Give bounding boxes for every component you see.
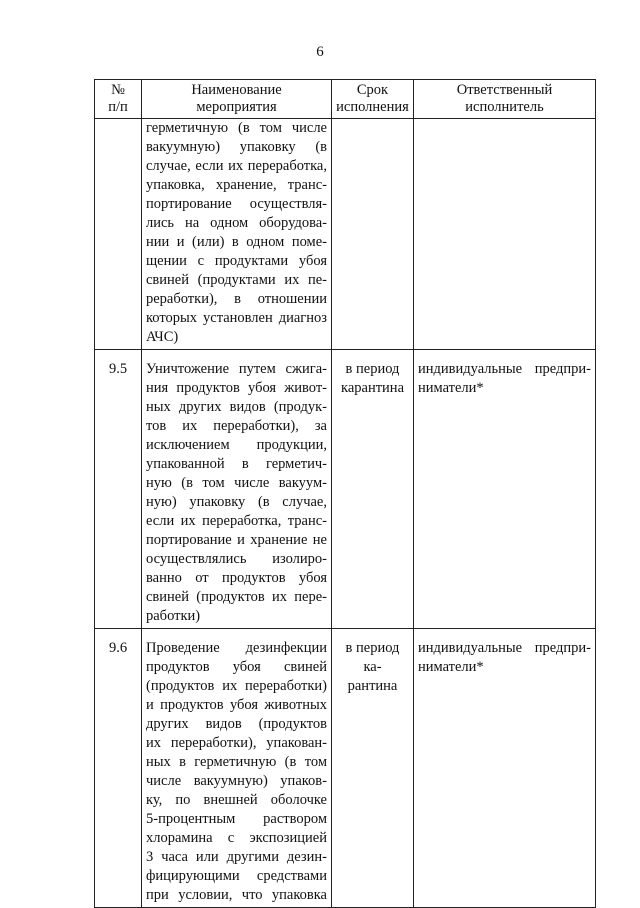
table-header-row	[95, 80, 596, 119]
row-measure-name: герметичную (в том числе вакуумную) упаковку (в случае, если их переработка, упаковка, хранение, транс- портирование осуществля- лись на одном оборудова- нии и (или) в одном поме- щении с продуктами убоя свиней (продуктами их пе- реработки), в отношении которых установлен диагноз АЧС)	[142, 119, 332, 350]
table-row	[95, 119, 596, 350]
header-number: № п/п	[95, 80, 142, 119]
row-responsible: индивидуальные предпри- ниматели*	[414, 350, 596, 629]
table-row	[95, 350, 596, 629]
table-row	[95, 629, 596, 908]
measures-table	[94, 79, 596, 908]
row-responsible: индивидуальные предпри- ниматели*	[414, 629, 596, 908]
row-number	[95, 119, 142, 350]
row-measure-name: Проведение дезинфекции продуктов убоя свиней (продуктов их переработки) и продуктов убоя животных других видов (продуктов их переработки), упакован- ных в герметичную (в том числе вакуумную) упаков- ку, по внешней оболочке 5-процентным раствором хлорамина с экспозицией 3 часа или другими дезин- фицирующими средствами при условии, что упаковка	[142, 629, 332, 908]
row-number: 9.6	[95, 629, 142, 908]
header-term: Срок исполнения	[332, 80, 414, 119]
header-name: Наименование мероприятия	[142, 80, 332, 119]
row-term: в период карантина	[332, 350, 414, 629]
header-responsible: Ответственный исполнитель	[414, 80, 596, 119]
page-number: 6	[316, 44, 324, 60]
row-term	[332, 119, 414, 350]
row-term: в период ка- рантина	[332, 629, 414, 908]
row-number: 9.5	[95, 350, 142, 629]
row-measure-name: Уничтожение путем сжига- ния продуктов убоя живот- ных других видов (продук- тов их переработки), за исключением продукции, упакованной в герметич- ную (в том числе вакуум- ную) упаковку (в случае, если их переработка, транс- портирование и хранение не осуществлялись изолиро- ванно от продуктов убоя свиней (продуктов их пере- работки)	[142, 350, 332, 629]
row-responsible	[414, 119, 596, 350]
